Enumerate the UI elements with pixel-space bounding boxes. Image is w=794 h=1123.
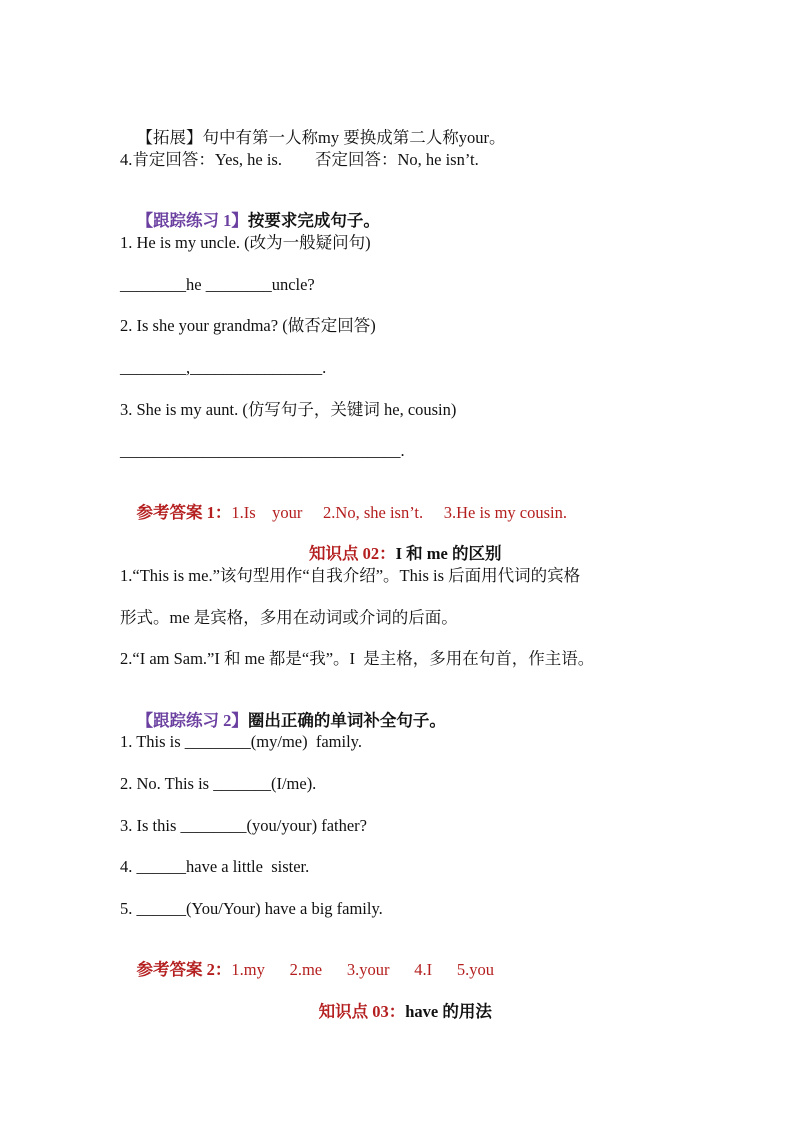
kp02-line-2: 形式。me 是宾格，多用在动词或介词的后面。: [120, 608, 458, 627]
track-1-question-2-blank: ________,________________.: [120, 358, 327, 377]
kp02-label: 知识点 02：: [309, 544, 396, 563]
track-2-question-4: 4. ______have a little sister.: [120, 857, 310, 876]
answer-1-lead: 参考答案 1：: [136, 503, 232, 522]
track-1-question-3: 3. She is my aunt. (仿写句子，关键词 he, cousin): [120, 400, 457, 419]
track-1-question-1-blank: ________he ________uncle?: [120, 275, 315, 294]
kp03-label: 知识点 03：: [318, 1002, 406, 1021]
track-2-question-3: 3. Is this ________(you/your) father?: [120, 816, 367, 835]
track-2-question-1: 1. This is ________(my/me) family.: [120, 732, 362, 751]
track-1-question-2: 2. Is she your grandma? (做否定回答): [120, 316, 376, 335]
track-1-tag: 【跟踪练习 1】: [136, 211, 248, 230]
expand-text: 句中有第一人称my 要换成第二人称your。: [202, 128, 506, 147]
answer-2-text: 1.my 2.me 3.your 4.I 5.you: [231, 960, 494, 979]
track-2-question-5: 5. ______(You/Your) have a big family.: [120, 899, 383, 918]
track-2-question-2: 2. No. This is _______(I/me).: [120, 774, 317, 793]
kp02-line-3: 2.“I am Sam.”I 和 me 都是“我”。I 是主格，多用在句首，作主语。: [120, 649, 595, 668]
track-2-tag: 【跟踪练习 2】: [136, 711, 248, 730]
track-1-question-1: 1. He is my uncle. (改为一般疑问句): [120, 233, 371, 252]
point-4-answers: 4.肯定回答：Yes, he is. 否定回答：No, he isn’t.: [120, 150, 479, 169]
kp02-line-1: 1.“This is me.”该句型用作“自我介绍”。This is 后面用代词的宾格: [120, 566, 581, 585]
knowledge-point-03-heading: [0, 982, 794, 1042]
track-2-instruction: 圈出正确的单词补全句子。: [247, 711, 446, 730]
answer-2-lead: 参考答案 2：: [136, 960, 232, 979]
expand-tag: 【拓展】: [136, 128, 203, 147]
answer-1-text: 1.Is your 2.No, she isn’t. 3.He is my cousin.: [231, 503, 568, 522]
kp03-title: have 的用法: [405, 1002, 492, 1021]
kp02-title: I 和 me 的区别: [395, 544, 502, 563]
track-1-instruction: 按要求完成句子。: [247, 211, 380, 230]
track-1-question-3-blank: __________________________________.: [120, 441, 405, 460]
